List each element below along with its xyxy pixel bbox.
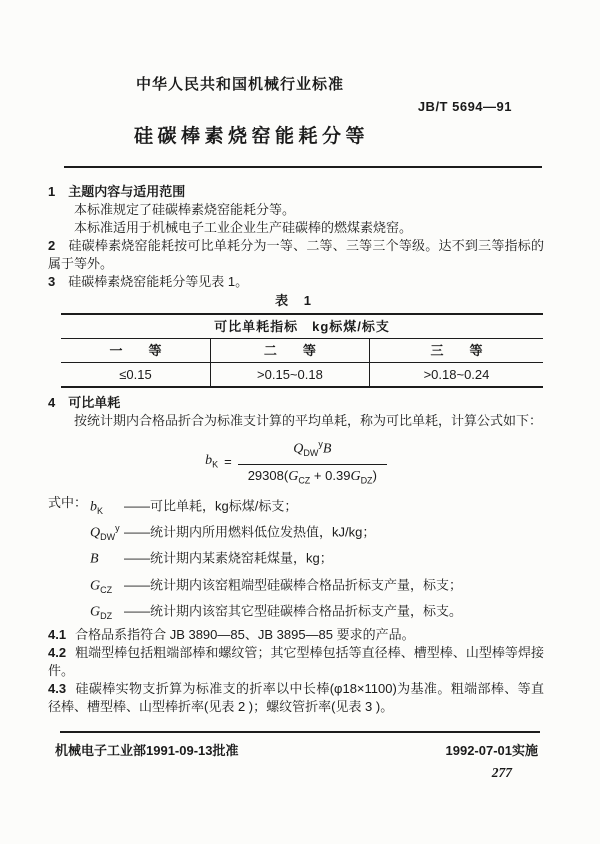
section-4-title: 可比单耗 <box>68 395 121 410</box>
term-definition-list <box>90 494 544 626</box>
table-row <box>61 339 543 363</box>
subsection-4-3-number: 4.3 <box>48 680 67 696</box>
section-4-number: 4 <box>48 395 56 410</box>
table-column-header: 三 等 <box>369 339 543 363</box>
section-1-heading <box>48 183 544 201</box>
term-symbol: B <box>90 551 99 567</box>
section-1-paragraph: 本标准规定了硅碳棒素烧窑能耗分等。 <box>74 202 296 217</box>
comparable-unit-consumption-formula <box>48 435 544 490</box>
term-definition <box>90 546 544 572</box>
standard-category: 中华人民共和国机械行业标准 <box>136 76 345 93</box>
table-row <box>61 314 543 339</box>
formula-lhs: $b_K$ <box>205 452 219 470</box>
table-header-span: 可比单耗指标 kg标煤/标支 <box>214 318 390 334</box>
term-symbol: $G_{CZ}$ <box>90 578 113 595</box>
section-1-paragraph: 本标准适用于机械电子工业企业生产硅碳棒的燃煤素烧窑。 <box>74 220 413 235</box>
subsection-4-3 <box>48 680 544 716</box>
document-footer <box>48 731 548 781</box>
footer-row <box>48 740 548 759</box>
section-2-text: 硅碳棒素烧窑能耗按可比单耗分为一等、二等、三等三个等级。达不到三等指标的属于等外。 <box>48 238 544 271</box>
formula-denominator: $29308(G_{CZ} + 0.39G_{DZ})$ <box>238 464 387 490</box>
term-definition <box>90 520 544 546</box>
table-cell: >0.18~0.24 <box>369 363 543 388</box>
term-description: ——统计期内某素烧窑耗煤量，kg； <box>124 550 333 566</box>
table-1 <box>61 313 543 388</box>
subsection-4-2 <box>48 644 544 680</box>
page-number: 277 <box>491 765 512 780</box>
term-description: ——统计期内该窑粗端型硅碳棒合格品折标支产量，标支； <box>124 577 463 593</box>
formula-terms <box>48 494 544 626</box>
implementation-note: 1992-07-01实施 <box>445 743 538 758</box>
section-2-number: 2 <box>48 238 56 253</box>
section-1-number: 1 <box>48 184 56 199</box>
subsection-4-3-text: 硅碳棒实物支折算为标准支的折率以中长棒(φ18×1100)为基准。粗端部棒、等直径棒、槽型棒、山型棒折率(见表 2 )；螺纹管折率(见表 3 )。 <box>48 680 544 714</box>
header-divider <box>64 166 542 168</box>
term-description: ——统计期内所用燃料低位发热值，kJ/kg； <box>124 524 376 540</box>
term-symbol: $Q_{DW}^y$ <box>90 522 120 542</box>
document-body <box>48 183 544 716</box>
footer-divider <box>60 731 540 733</box>
formula-numerator: $Q_{DW}^yB$ <box>293 439 332 458</box>
subsection-4-2-text: 粗端型棒包括粗端部棒和螺纹管；其它型棒包括等直径棒、槽型棒、山型棒等焊接件。 <box>48 644 544 678</box>
term-definition <box>90 573 544 599</box>
formula-fraction <box>238 435 387 490</box>
formula-equals: = <box>224 454 232 470</box>
term-definition <box>90 599 544 625</box>
term-description: ——可比单耗，kg标煤/标支； <box>124 497 298 513</box>
table-1-caption: 表 1 <box>275 293 317 308</box>
subsection-4-1-text: 合格品系指符合 JB 3890—85、JB 3895—85 要求的产品。 <box>75 626 415 642</box>
table-cell: >0.15~0.18 <box>210 363 369 388</box>
term-definition <box>90 494 544 520</box>
section-3-number: 3 <box>48 274 56 289</box>
approval-note: 机械电子工业部1991-09-13批准 <box>55 743 239 758</box>
section-4-heading <box>48 394 544 412</box>
standard-number: JB/T 5694—91 <box>417 99 512 114</box>
section-2-paragraph <box>48 237 544 273</box>
table-row <box>61 363 543 388</box>
where-label: 式中： <box>48 494 88 510</box>
term-description: ——统计期内该窑其它型硅碳棒合格品折标支产量，标支。 <box>124 603 463 619</box>
section-3-paragraph <box>48 273 544 291</box>
subsection-4-2-number: 4.2 <box>48 644 67 660</box>
table-column-header: 一 等 <box>61 339 210 363</box>
table-cell: ≤0.15 <box>61 363 210 388</box>
subsection-4-1-number: 4.1 <box>48 626 67 642</box>
term-symbol: $G_{DZ}$ <box>90 604 113 622</box>
document-header <box>48 76 544 168</box>
table-column-header: 二 等 <box>210 339 369 363</box>
section-3-text: 硅碳棒素烧窑能耗分等见表 1。 <box>68 274 249 289</box>
section-4-intro: 按统计期内合格品折合为标准支计算的平均单耗，称为可比单耗，计算公式如下： <box>74 413 543 428</box>
subsection-4-1 <box>48 626 544 644</box>
section-1-title: 主题内容与适用范围 <box>68 184 186 199</box>
term-symbol: $b_K$ <box>90 498 104 516</box>
document-title: 硅碳棒素烧窑能耗分等 <box>134 126 370 147</box>
